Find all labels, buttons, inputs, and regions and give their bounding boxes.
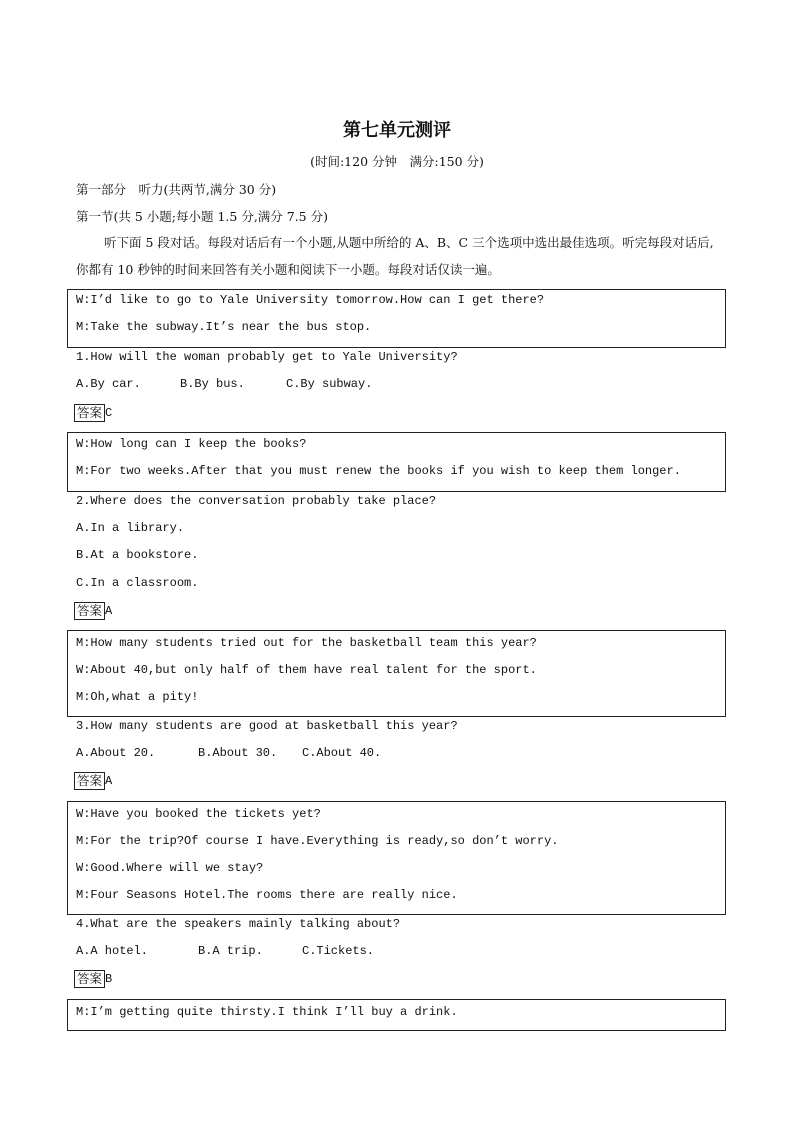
answer-value: B: [105, 972, 113, 986]
answer-label: 答案: [74, 602, 105, 620]
part-heading: 第一部分 听力(共两节,满分 30 分): [76, 182, 277, 197]
dialogue-line: W:Have you booked the tickets yet?: [76, 807, 321, 821]
dialogue-line: M:I’m getting quite thirsty.I think I’ll buy a drink.: [76, 1005, 458, 1019]
dialogue-line: W:Good.Where will we stay?: [76, 861, 264, 875]
answer-label: 答案: [74, 772, 105, 790]
answer-3: [74, 772, 112, 790]
dialogue-line: M:Oh,what a pity!: [76, 690, 199, 704]
dialogue-line: M:How many students tried out for the basketball team this year?: [76, 636, 537, 650]
dialogue-line: M:Take the subway.It’s near the bus stop.: [76, 320, 372, 334]
option-a: A.In a library.: [76, 521, 185, 535]
option-b: B.About 30.: [198, 746, 278, 760]
dialogue-box-2: [67, 432, 726, 492]
answer-value: A: [105, 604, 113, 618]
dialogue-line: M:For the trip?Of course I have.Everything is ready,so don’t worry.: [76, 834, 559, 848]
page-title: 第七单元测评: [343, 120, 451, 141]
option-a: A.About 20.: [76, 746, 156, 760]
option-a: A.A hotel.: [76, 944, 149, 958]
dialogue-line: M:Four Seasons Hotel.The rooms there are really nice.: [76, 888, 458, 902]
answer-label: 答案: [74, 404, 105, 422]
instructions: 听下面 5 段对话。每段对话后有一个小题,从题中所给的 A、B、C 三个选项中选出最佳选项。听完每段对话后,你都有 10 秒钟的时间来回答有关小题和阅读下一小题。每段对话仅读一遍。: [76, 235, 714, 277]
option-c: C.Tickets.: [302, 944, 375, 958]
dialogue-box-3: [67, 630, 726, 717]
option-c: C.About 40.: [302, 746, 382, 760]
dialogue-box-4: [67, 801, 726, 915]
answer-4: [74, 970, 112, 988]
answer-1: [74, 404, 112, 422]
question-3: 3.How many students are good at basketball this year?: [76, 719, 458, 733]
option-a: A.By car.: [76, 377, 141, 391]
dialogue-line: W:How long can I keep the books?: [76, 437, 307, 451]
answer-2: [74, 602, 112, 620]
option-c: C.In a classroom.: [76, 576, 199, 590]
subsection-heading: 第一节(共 5 小题;每小题 1.5 分,满分 7.5 分): [76, 209, 328, 224]
dialogue-box-1: [67, 289, 726, 348]
option-b: B.By bus.: [180, 377, 245, 391]
question-1: 1.How will the woman probably get to Yale University?: [76, 350, 458, 364]
option-b: B.At a bookstore.: [76, 548, 199, 562]
dialogue-box-5: [67, 999, 726, 1031]
question-4: 4.What are the speakers mainly talking about?: [76, 917, 401, 931]
option-b: B.A trip.: [198, 944, 263, 958]
dialogue-line: W:I’d like to go to Yale University tomorrow.How can I get there?: [76, 293, 545, 307]
exam-info: (时间:120 分钟 满分:150 分): [310, 154, 484, 169]
option-c: C.By subway.: [286, 377, 373, 391]
question-2: 2.Where does the conversation probably take place?: [76, 494, 437, 508]
dialogue-line: W:About 40,but only half of them have real talent for the sport.: [76, 663, 537, 677]
answer-value: A: [105, 774, 113, 788]
answer-value: C: [105, 406, 113, 420]
answer-label: 答案: [74, 970, 105, 988]
dialogue-line: M:For two weeks.After that you must renew the books if you wish to keep them longer.: [76, 464, 681, 478]
